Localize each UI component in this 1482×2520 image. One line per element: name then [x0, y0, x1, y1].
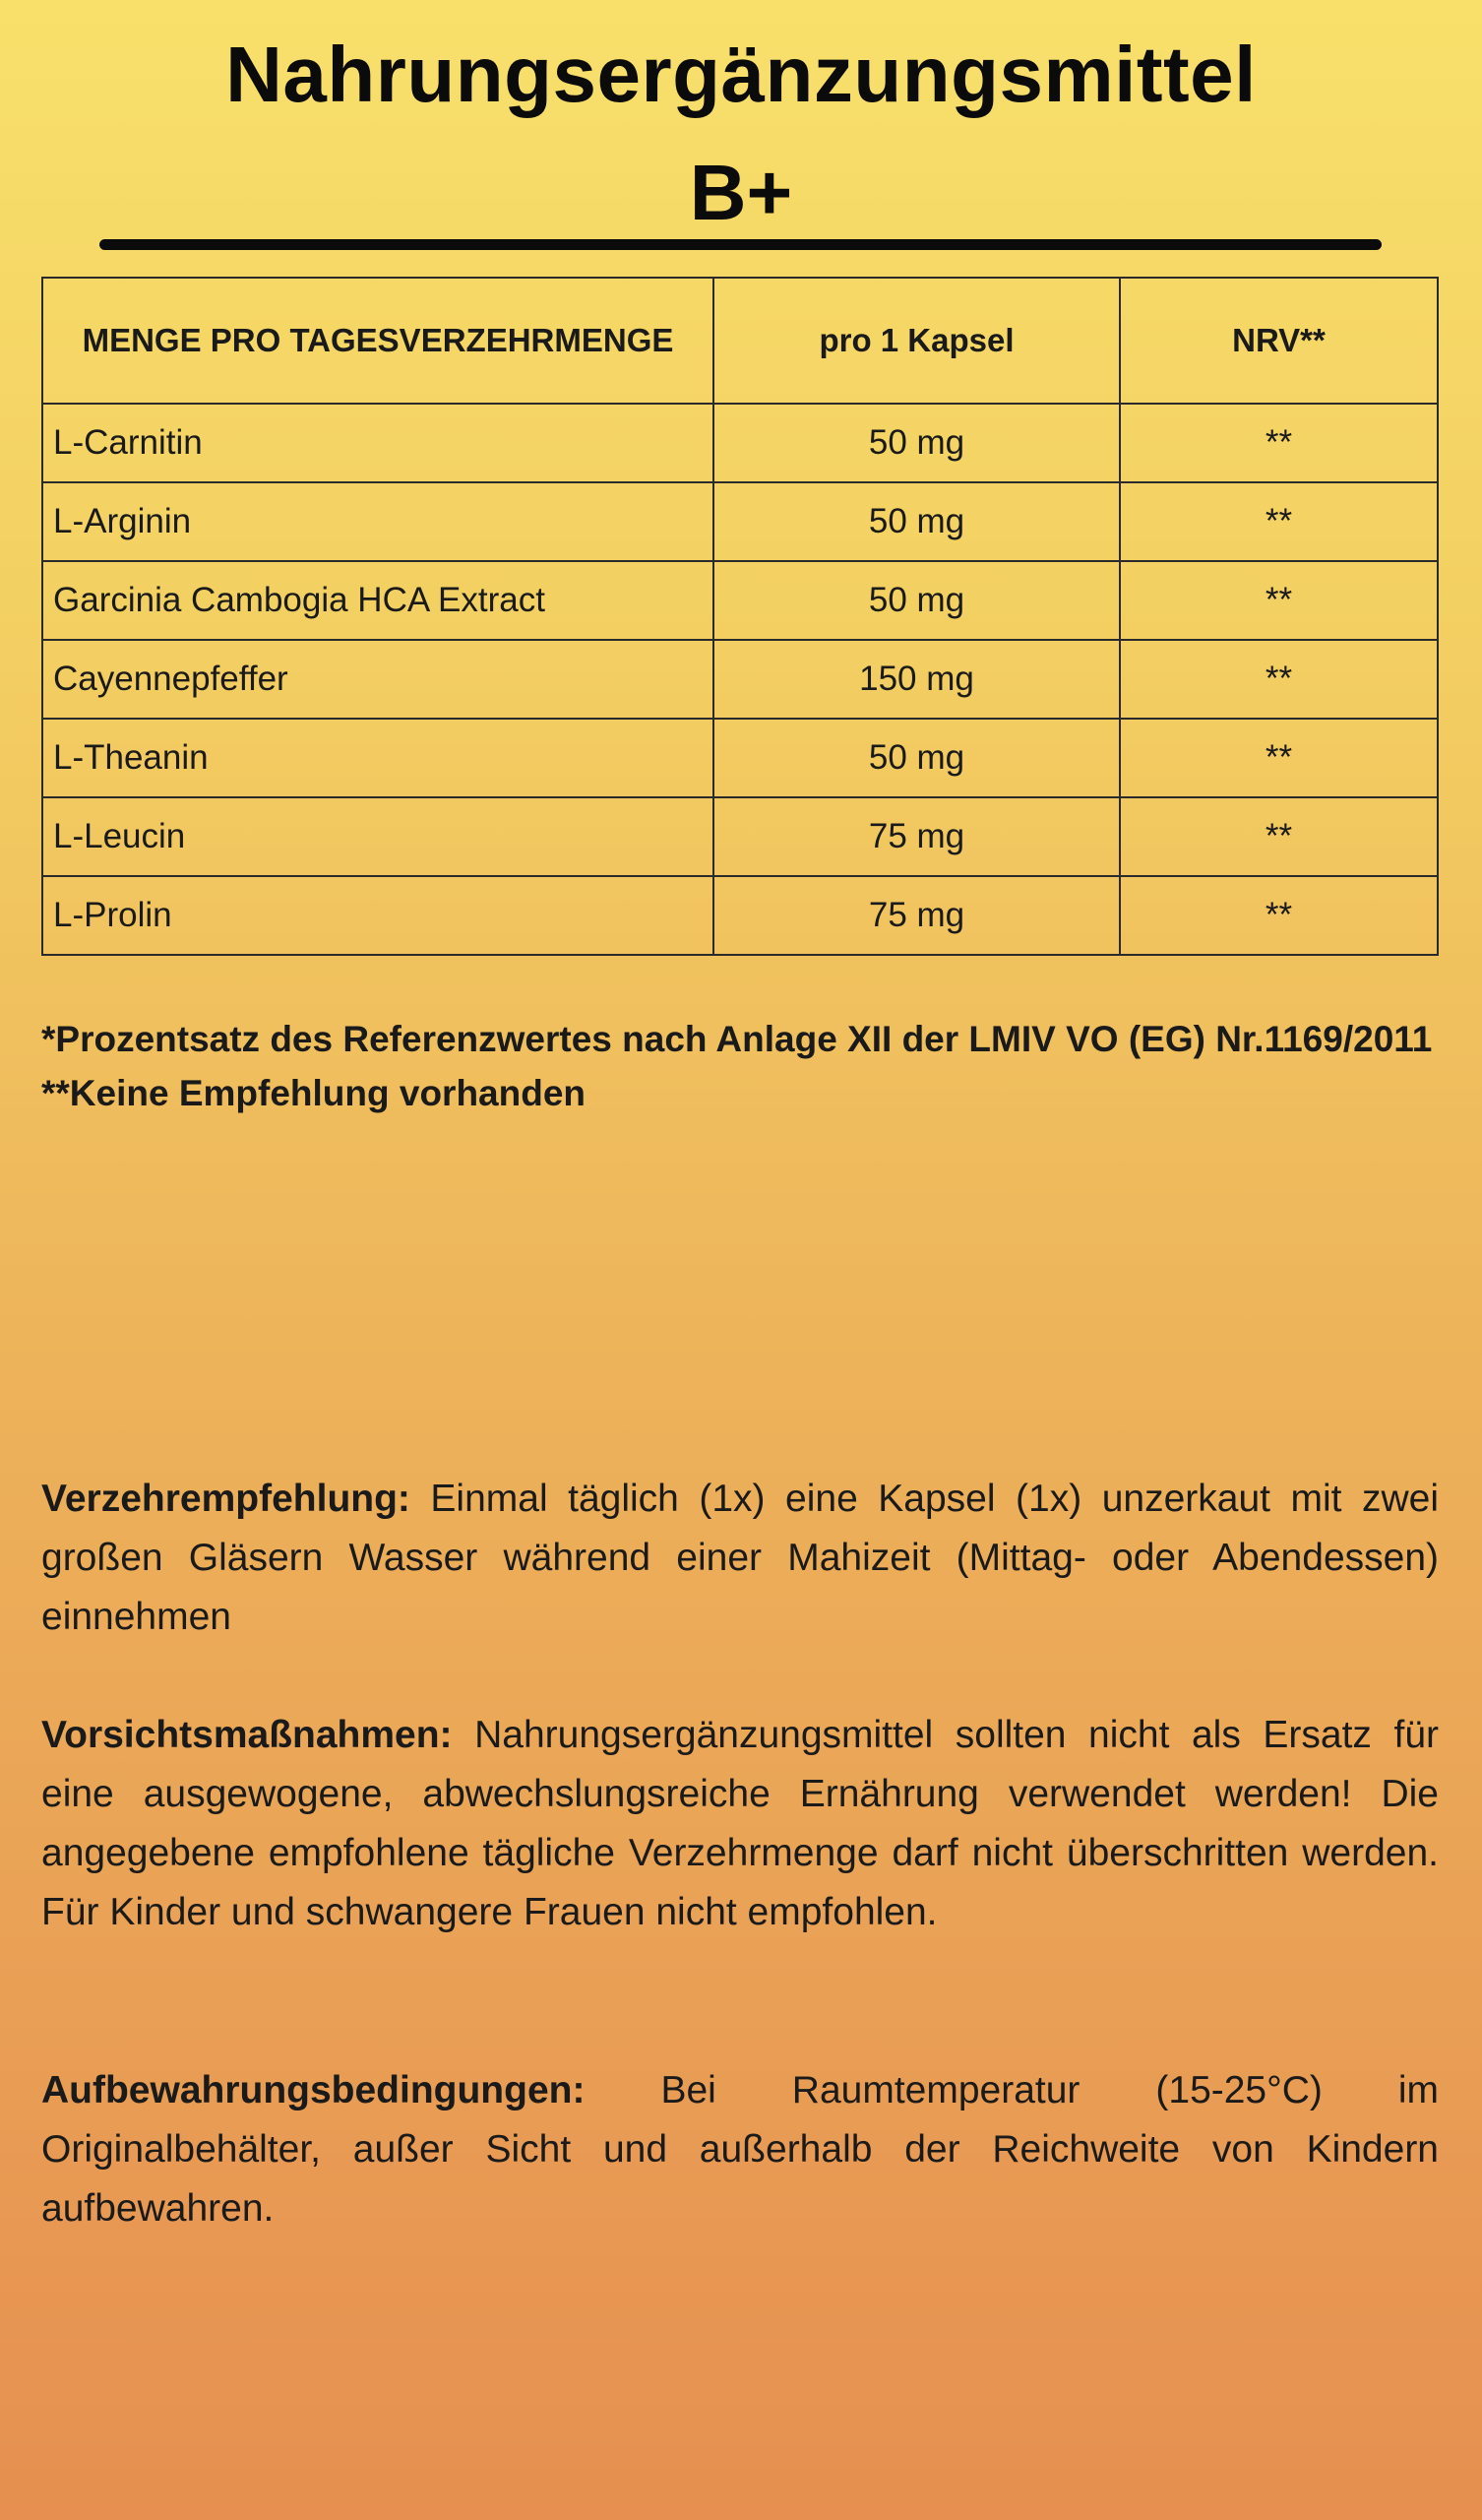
ingredient-name: L-Arginin: [42, 482, 713, 561]
nrv-value: **: [1120, 640, 1438, 719]
footnote: **Keine Empfehlung vorhanden: [41, 1073, 587, 1113]
table-row: [42, 719, 1438, 797]
section-label: Aufbewahrungsbedingungen:: [41, 2069, 586, 2111]
header-per-capsule: pro 1 Kapsel: [713, 278, 1120, 404]
ingredient-name: Garcinia Cambogia HCA Extract: [42, 561, 713, 640]
ingredient-name: Cayennepfeffer: [42, 640, 713, 719]
amount-per-capsule: 50 mg: [713, 719, 1120, 797]
nrv-value: **: [1120, 404, 1438, 482]
section-precautions: [41, 1706, 1439, 1942]
ingredient-name: L-Prolin: [42, 876, 713, 955]
table-row: [42, 640, 1438, 719]
table-row: [42, 797, 1438, 876]
nrv-value: **: [1120, 482, 1438, 561]
table-row: [42, 482, 1438, 561]
amount-per-capsule: 50 mg: [713, 404, 1120, 482]
nutrition-table: [41, 277, 1439, 956]
nrv-value: **: [1120, 797, 1438, 876]
amount-per-capsule: 50 mg: [713, 482, 1120, 561]
amount-per-capsule: 75 mg: [713, 797, 1120, 876]
section-intake-recommendation: [41, 1470, 1439, 1647]
footnote: *Prozentsatz des Referenzwertes nach Anlage XII der LMIV VO (EG) Nr.1169/2011: [41, 1019, 1433, 1059]
ingredient-name: L-Carnitin: [42, 404, 713, 482]
section-label: Verzehrempfehlung:: [41, 1478, 410, 1520]
section-text: Nahrungsergänzungsmittel sollten nicht als Ersatz für eine ausgewogene, abwechslungsreiche Ernährung verwendet werden! Die angegebene empfohlene tägliche Verzehrmenge darf nicht überschritten werden. Für Kinder und schwangere Frauen nicht empfohlen.: [41, 1714, 1439, 1933]
table-header-row: [42, 278, 1438, 404]
section-storage: [41, 2061, 1439, 2238]
ingredient-name: L-Leucin: [42, 797, 713, 876]
section-label: Vorsichtsmaßnahmen:: [41, 1714, 453, 1756]
nrv-value: **: [1120, 561, 1438, 640]
footnotes: [41, 1012, 1439, 1120]
page-title: Nahrungsergänzungsmittel: [225, 31, 1257, 118]
nrv-value: **: [1120, 719, 1438, 797]
section-text: Einmal täglich (1x) eine Kapsel (1x) unzerkaut mit zwei großen Gläsern Wasser während einer Mahizeit (Mittag- oder Abendessen) einnehmen: [41, 1478, 1439, 1638]
nrv-value: **: [1120, 876, 1438, 955]
table-row: [42, 404, 1438, 482]
table-row: [42, 876, 1438, 955]
amount-per-capsule: 50 mg: [713, 561, 1120, 640]
ingredient-name: L-Theanin: [42, 719, 713, 797]
header-amount-per-day: MENGE PRO TAGESVERZEHRMENGE: [42, 278, 713, 404]
amount-per-capsule: 75 mg: [713, 876, 1120, 955]
amount-per-capsule: 150 mg: [713, 640, 1120, 719]
header-nrv: NRV**: [1120, 278, 1438, 404]
product-name: B+: [689, 149, 793, 236]
table-row: [42, 561, 1438, 640]
section-text: Bei Raumtemperatur (15-25°C) im Originalbehälter, außer Sicht und außerhalb der Reichweite von Kindern aufbewahren.: [41, 2069, 1439, 2230]
title-divider: [99, 239, 1382, 250]
